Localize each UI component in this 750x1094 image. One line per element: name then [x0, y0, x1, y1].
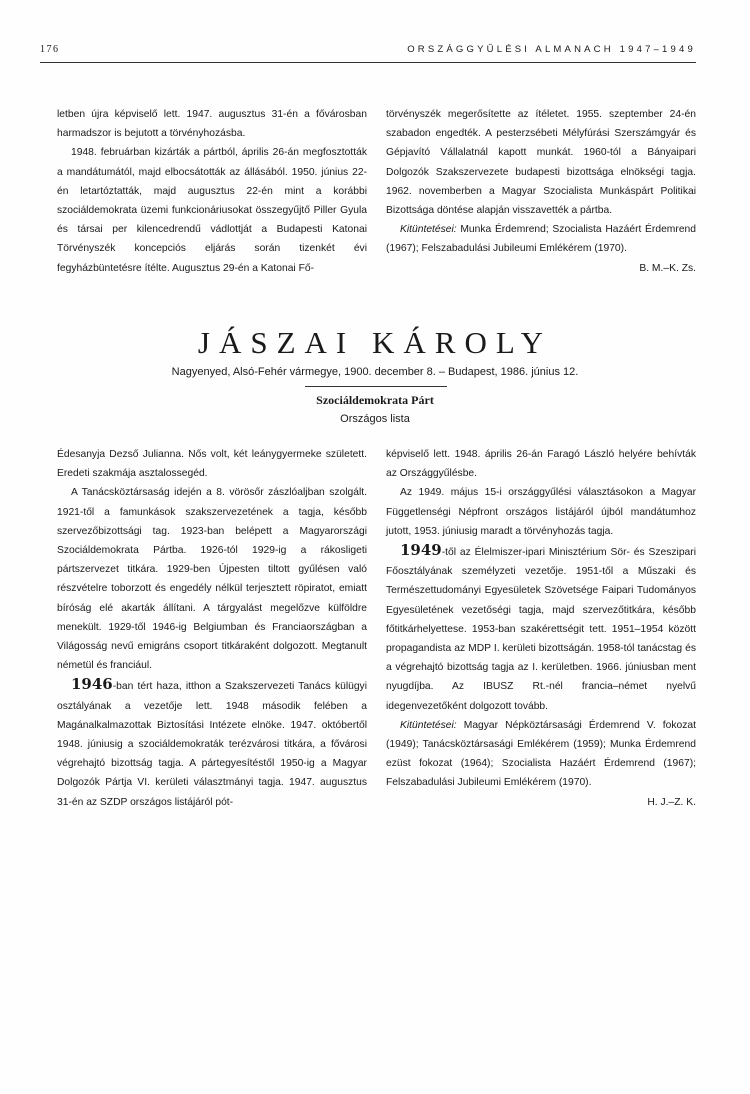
paragraph: A Tanácsköztársaság idején a 8. vörösőr zászlóaljban szolgált. 1921-től a famunkások szakszervezetének a tagja, később szervezőbizottsági tag. 1923-ban belépett a Magyarországi Szociáldemokrata Pártba. 1926-tól 1929-ig a rákosligeti pártszervezet titkára. 1929-ben Újpesten tiltott gyűlésen való részvételre toborzott és engedély nélkül terjesztett röpiratot, emiatt bíróság elé akarták állítani. A tárgyalást megelőzve külföldre menekült. 1929-től 1946-ig Belgiumban és Franciaországban a Világosság nevű emigráns csoport titkáraként dolgozott. Megtanult németül és franciául. — [57, 487, 367, 672]
awards-paragraph — [386, 716, 696, 793]
previous-entry-right-column — [386, 105, 696, 278]
running-title: ORSZÁGGYŰLÉSI ALMANACH 1947–1949 — [407, 44, 696, 55]
party-name: Szociáldemokrata Párt — [316, 393, 434, 407]
paragraph — [386, 541, 696, 716]
entry-right-column — [386, 445, 696, 812]
awards-text: Munka Érdemrend; Szocialista Hazáért Érdemrend (1967); Felszabadulási Jubileumi Emlékérem (1970). — [386, 224, 696, 255]
entry-name: JÁSZAI KÁROLY — [197, 325, 553, 360]
entry-left-column — [57, 445, 367, 812]
paragraph-text: -ban tért haza, itthon a Szakszervezeti Tanács külügyi osztályának a vezetője lett. 1948 második felében a Magánalkalmazottak Biztosítási Intézete elnöke. 1947. októbertől 1948. júniusig a szociáldemokraták terézvárosi titkára, a fővárosi végrehajtó bizottság tagja. A pártegyesítéstől 1950-ig a Magyar Dolgozók Pártja VI. kerületi választmányi tagja. 1947. augusztus 31-én az SZDP országos listájáról pót- — [57, 681, 367, 808]
author-signature: B. M.–K. Zs. — [639, 262, 696, 274]
author-signature: H. J.–Z. K. — [647, 796, 696, 808]
paragraph: képviselő lett. 1948. április 26-án Faragó László helyére behívták az Országgyűlésbe. — [386, 449, 696, 480]
lead-year: 1949 — [400, 541, 442, 560]
header-rule — [40, 62, 696, 63]
title-rule — [305, 386, 447, 387]
awards-label: Kitüntetései: — [400, 224, 457, 236]
page-number: 176 — [40, 44, 60, 55]
paragraph: 1948. februárban kizárták a pártból, április 26-án megfosztották a mandátumától, majd elbocsátották az állásából. 1950. június 22-én letartóztatták, majd augusztus 22-én mint a korábbi szociáldemokrata üzemi funkcionáriusokat összegyűjtő Piller Gyula és társai per kilencedrendű vádlottját a Budapesti Katonai Törvényszék koncepciós eljárás során tizenkét évi fegyházbüntetésre ítélte. Augusztus 29-én a Katonai Fő- — [57, 147, 367, 274]
awards-text: Magyar Népköztársasági Érdemrend V. fokozat (1949); Tanácsköztársasági Emlékérem (1959); Munka Érdemrend ezüst fokozat (1964); Szocialista Hazáért Érdemrend (1967); Felszabadulási Jubileumi Emlékérem (1970). — [386, 719, 696, 789]
awards-paragraph — [386, 220, 696, 258]
list-type: Országos lista — [340, 413, 410, 425]
page-header — [40, 44, 696, 62]
birth-death-line: Nagyenyed, Alsó-Fehér vármegye, 1900. december 8. – Budapest, 1986. június 12. — [171, 366, 579, 378]
paragraph: törvényszék megerősítette az ítéletet. 1955. szeptember 24-én szabadon engedték. A pesterzsébeti Mélyfúrási Szerszámgyár és Gépjavító Vállalatnál kapott munkát. 1960-tól a Bányaipari Dolgozók Szakszervezete budapesti bizottsága elnökségi tagja. 1962. novemberben a Magyar Szocialista Munkáspárt Politikai Bizottsága döntése alapján visszavették a pártba. — [386, 109, 696, 217]
awards-label: Kitüntetései: — [400, 719, 457, 731]
previous-entry-left-column — [57, 105, 367, 278]
paragraph: Édesanyja Dezső Julianna. Nős volt, két leánygyermeke született. Eredeti szakmája asztalossegéd. — [57, 449, 367, 480]
lead-year: 1946 — [71, 675, 113, 694]
paragraph: letben újra képviselő lett. 1947. augusztus 31-én a fővárosban harmadszor is bejutott a törvényhozásba. — [57, 109, 367, 140]
paragraph — [57, 675, 367, 811]
paragraph-text: -től az Élelmiszer-ipari Minisztérium Sör- és Szeszipari Főosztályának személyzeti vezetője. 1951-től a Műszaki és Természettudományi Egyesületek Szövetsége Faipari Tudományos Egyesületének vezetőségi tagja, majd szervezőtitkára, később főtitkárhelyettese. 1953-ban szakérettségit tett. 1951–1954 között propagandista az MDP I. kerületi bizottságán. 1958-tól tanácstag és a végrehajtó bizottság tagja az I. kerületben. 1966. júniusban ment nyugdíjba. Az IBUSZ Rt.-nél francia–német nyelvű idegenvezetőként dolgozott tovább. — [386, 547, 696, 712]
paragraph: Az 1949. május 15-i országgyűlési választásokon a Magyar Függetlenségi Népfront országos listájáról újból mandátumhoz jutott, 1953. júniusig maradt a törvényhozás tagja. — [386, 487, 696, 537]
